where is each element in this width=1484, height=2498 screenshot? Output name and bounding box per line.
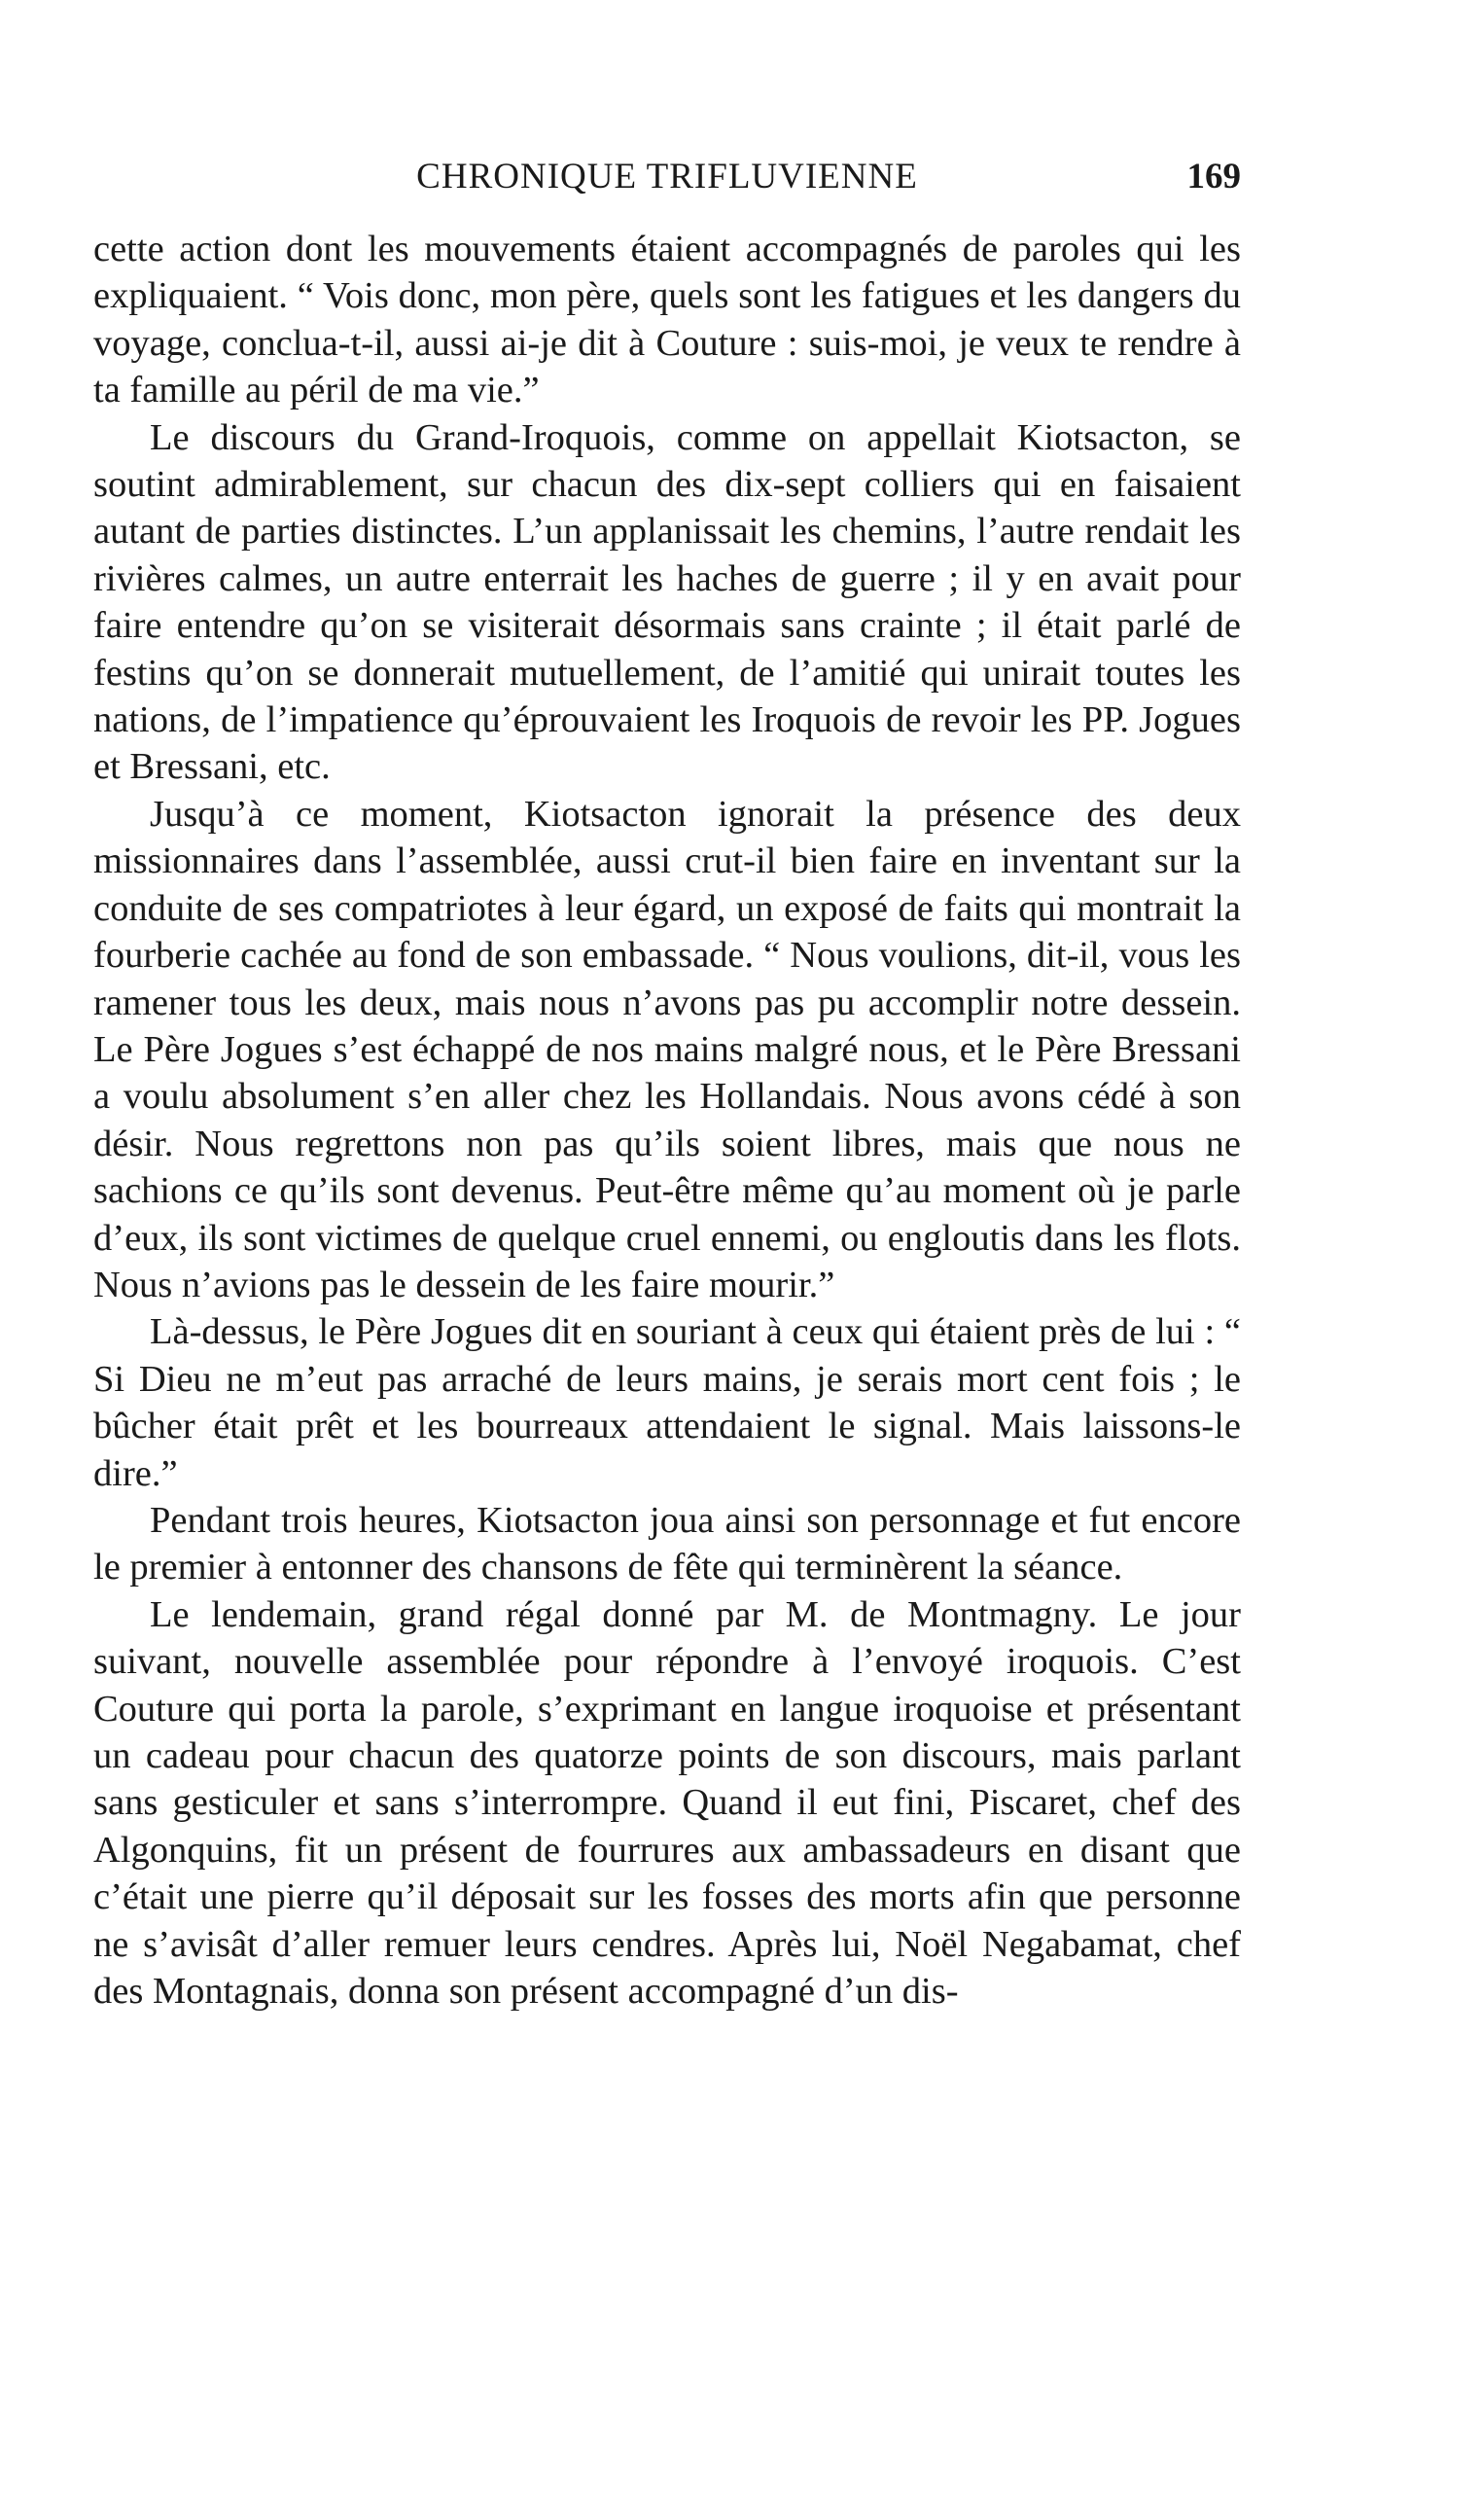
body-text — [93, 226, 1241, 2015]
paragraph: Là-dessus, le Père Jogues dit en souriant à ceux qui étaient près de lui : “ Si Dieu ne m’eut pas arraché de leurs mains, je serais mort cent fois ; le bûcher était prêt et les bourreaux attendaient le signal. Mais laissons-le dire.” — [93, 1311, 1241, 1494]
page-number: 169 — [1186, 157, 1241, 196]
paragraph-continuation: cette action dont les mouvements étaient accompagnés de paroles qui les expliquaient. “ Vois donc, mon père, quels sont les fatigues et les dangers du voyage, conclua-t-il, aussi ai-je dit à Couture : suis-moi, je veux te rendre à ta famille au péril de ma vie.” — [93, 229, 1241, 411]
running-head — [93, 156, 1241, 204]
running-title: CHRONIQUE TRIFLUVIENNE — [416, 157, 918, 196]
paragraph: Le lendemain, grand régal donné par M. de Montmagny. Le jour suivant, nouvelle assemblée pour répondre à l’envoyé iroquois. C’est Couture qui porta la parole, s’exprimant en langue iroquoise et présentant un cadeau pour chacun des quatorze points de son discours, mais parlant sans gesticuler et sans s’interrompre. Quand il eut fini, Piscaret, chef des Algonquins, fit un présent de fourrures aux ambassadeurs en disant que c’était une pierre qu’il déposait sur les fosses des morts afin que personne ne s’avisât d’aller remuer leurs cendres. Après lui, Noël Negabamat, chef des Montagnais, donna son présent accompagné d’un dis- — [93, 1593, 1241, 2013]
paragraph: Le discours du Grand-Iroquois, comme on appellait Kiotsacton, se soutint admirablement, sur chacun des dix-sept colliers qui en faisaient autant de parties distinctes. L’un applanissait les chemins, l’autre rendait les rivières calmes, un autre enterrait les haches de guerre ; il y en avait pour faire entendre qu’on se visiterait désormais sans crainte ; il était parlé de festins qu’on se donnerait mutuellement, de l’amitié qui unirait toutes les nations, de l’impatience qu’éprouvaient les Iroquois de revoir les PP. Jogues et Bressani, etc. — [93, 416, 1241, 788]
paragraph: Pendant trois heures, Kiotsacton joua ainsi son personnage et fut encore le premier à entonner des chansons de fête qui terminèrent la séance. — [93, 1499, 1241, 1588]
paragraph: Jusqu’à ce moment, Kiotsacton ignorait la présence des deux missionnaires dans l’assemblée, aussi crut-il bien faire en inventant sur la conduite de ses compatriotes à leur égard, un exposé de faits qui montrait la fourberie cachée au fond de son embassade. “ Nous voulions, dit-il, vous les ramener tous les deux, mais nous n’avons pas pu accomplir notre dessein. Le Père Jogues s’est échappé de nos mains malgré nous, et le Père Bressani a voulu absolument s’en aller chez les Hollandais. Nous avons cédé à son désir. Nous regrettons non pas qu’ils soient libres, mais que nous ne sachions ce qu’ils sont devenus. Peut-être même qu’au moment où je parle d’eux, ils sont victimes de quelque cruel ennemi, ou engloutis dans les flots. Nous n’avions pas le dessein de les faire mourir.” — [93, 793, 1241, 1305]
